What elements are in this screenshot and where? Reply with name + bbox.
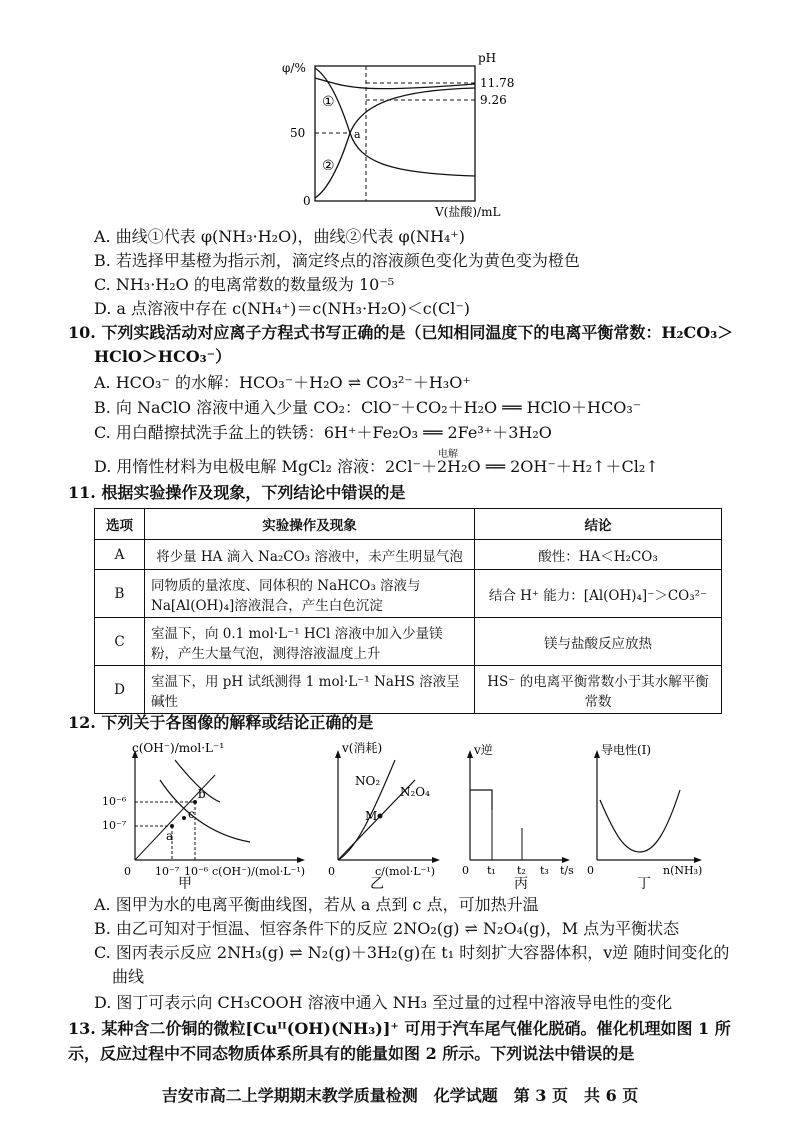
table-header-option: 选项 <box>95 509 145 540</box>
table-header-conclusion: 结论 <box>475 509 722 540</box>
graph-yi <box>320 740 450 890</box>
table-cell: 室温下，用 pH 试纸测得 1 mol·L⁻¹ NaHS 溶液呈碱性 <box>145 666 475 714</box>
bing-y-label: v逆 <box>474 743 493 757</box>
jia-caption: 甲 <box>178 876 192 890</box>
conductivity-curve <box>600 790 680 852</box>
q11-stem: 11. 根据实验操作及现象，下列结论中错误的是 <box>68 483 406 502</box>
q10-option-a: A. HCO₃⁻ 的水解：HCO₃⁻＋H₂O ⇌ CO₃²⁻＋H₃O⁺ <box>94 373 471 392</box>
yi-x-label: c/(mol·L⁻¹) <box>375 865 436 878</box>
jia-point-a: a <box>166 829 174 843</box>
table-cell: 将少量 HA 滴入 Na₂CO₃ 溶液中，未产生明显气泡 <box>145 540 475 570</box>
page-footer: 吉安市高二上学期期末教学质量检测 化学试题 第 3 页 共 6 页 <box>161 1086 639 1105</box>
ph-tick-11-78: 11.78 <box>480 76 515 90</box>
table-cell: B <box>95 570 145 618</box>
table-cell: C <box>95 618 145 666</box>
table-cell: D <box>95 666 145 714</box>
y-right-label: pH <box>478 51 497 65</box>
jia-origin: 0 <box>124 865 131 878</box>
q13-stem-line2: 示，反应过程中不同态物质体系所具有的能量如图 2 所示。下列说法中错误的是 <box>68 1044 635 1063</box>
table-header-row <box>95 509 722 540</box>
jia-y-tick-1: 10⁻⁶ <box>102 795 127 808</box>
y-tick-0: 0 <box>303 194 311 208</box>
yi-origin: 0 <box>328 865 335 878</box>
table-header-procedure: 实验操作及现象 <box>145 509 475 540</box>
table-cell: A <box>95 540 145 570</box>
q13-stem-line1: 13. 某种含二价铜的微粒[Cuᴵᴵ(OH)(NH₃)]⁺ 可用于汽车尾气催化脱硝。催化机理如图 1 所 <box>68 1019 731 1038</box>
table-cell: 室温下，向 0.1 mol·L⁻¹ HCl 溶液中加入少量镁粉，产生大量气泡，测得溶液温度上升 <box>145 618 475 666</box>
electrolysis-condition-label: 电解 <box>438 449 458 460</box>
ding-caption: 丁 <box>637 876 651 890</box>
table-cell: 酸性：HA＜H₂CO₃ <box>475 540 722 570</box>
yi-curve-n2o4: N₂O₄ <box>400 785 430 799</box>
table-row <box>95 570 722 618</box>
q10-option-b: B. 向 NaClO 溶液中通入少量 CO₂：ClO⁻＋CO₂＋H₂O ══ HClO＋HCO₃⁻ <box>94 398 642 417</box>
ding-origin: 0 <box>587 864 594 877</box>
q12-option-c-cont: 曲线 <box>112 967 145 986</box>
table-row <box>95 666 722 714</box>
q9-option-b: B. 若选择甲基橙为指示剂，滴定终点的溶液颜色变化为黄色变为橙色 <box>94 251 580 270</box>
y-tick-50: 50 <box>290 126 306 140</box>
table-cell: 镁与盐酸反应放热 <box>475 618 722 666</box>
jia-point-c: c <box>188 807 195 821</box>
bing-caption: 丙 <box>514 876 528 890</box>
point-a-label: a <box>354 128 361 141</box>
q12-option-c: C. 图丙表示反应 2NH₃(g) ⇌ N₂(g)＋3H₂(g)在 t₁ 时刻扩大容器体积，v逆 随时间变化的 <box>94 943 730 962</box>
bing-x-tick-t3: t₃ <box>540 864 549 877</box>
q10-option-d: D. 用惰性材料为电极电解 MgCl₂ 溶液：2Cl⁻＋2H₂O ══ 2OH⁻＋H₂↑＋Cl₂↑ <box>94 457 659 476</box>
yi-curve-no2: NO₂ <box>355 774 381 788</box>
graph-jia <box>100 740 315 890</box>
titration-chart <box>270 48 550 218</box>
curve-2-label: ② <box>322 158 335 174</box>
yi-caption: 乙 <box>370 876 384 890</box>
q10-stem-line2: HClO＞HCO₃⁻） <box>94 347 232 366</box>
q10-option-c: C. 用白醋擦拭洗手盆上的铁锈：6H⁺＋Fe₂O₃ ══ 2Fe³⁺＋3H₂O <box>94 423 552 442</box>
x-axis-label: V(盐酸)/mL <box>435 205 501 218</box>
q11-table <box>94 508 722 714</box>
jia-y-label: c(OH⁻)/mol·L⁻¹ <box>132 741 225 755</box>
q12-option-a: A. 图甲为水的电离平衡曲线图，若从 a 点到 c 点，可加热升温 <box>94 895 539 914</box>
ding-y-label: 导电性(I) <box>601 743 652 757</box>
table-row <box>95 540 722 570</box>
bing-origin: 0 <box>462 864 469 877</box>
ph-tick-9-26: 9.26 <box>480 93 507 107</box>
bing-x-tick-t2: t₂ <box>517 864 526 877</box>
q9-option-a: A. 曲线①代表 φ(NH₃·H₂O)，曲线②代表 φ(NH₄⁺) <box>94 227 466 246</box>
table-row <box>95 618 722 666</box>
y-left-label: φ/% <box>282 61 306 75</box>
jia-x-tick-1: 10⁻⁷ <box>155 865 180 878</box>
bing-x-tick-t1: t₁ <box>487 864 496 877</box>
q12-option-b: B. 由乙可知对于恒温、恒容条件下的反应 2NO₂(g) ⇌ N₂O₄(g)，M 点为平衡状态 <box>94 919 680 938</box>
q9-option-c: C. NH₃·H₂O 的电离常数的数量级为 10⁻⁵ <box>94 275 395 294</box>
table-cell: 结合 H⁺ 能力：[Al(OH)₄]⁻＞CO₃²⁻ <box>475 570 722 618</box>
jia-x-label: c(OH⁻)/(mol·L⁻¹) <box>212 865 306 878</box>
yi-point-m: M <box>365 809 378 823</box>
graph-bing <box>460 740 585 890</box>
table-cell: HS⁻ 的电离平衡常数小于其水解平衡常数 <box>475 666 722 714</box>
v-reverse-curve <box>470 790 492 810</box>
ding-x-label: n(NH₃) <box>663 864 703 877</box>
q9-option-d: D. a 点溶液中存在 c(NH₄⁺)＝c(NH₃·H₂O)＜c(Cl⁻) <box>94 299 471 318</box>
jia-point-b: b <box>198 787 206 801</box>
q12-option-d: D. 图丁可表示向 CH₃COOH 溶液中通入 NH₃ 至过量的过程中溶液导电性的变化 <box>94 993 673 1012</box>
bing-x-label: t/s <box>560 864 574 877</box>
graph-ding <box>585 740 715 890</box>
yi-y-label: v(消耗) <box>342 741 383 755</box>
jia-x-tick-2: 10⁻⁶ <box>184 865 209 878</box>
q10-stem-line1: 10. 下列实践活动对应离子方程式书写正确的是（已知相同温度下的电离平衡常数：H₂CO₃＞ <box>68 323 734 342</box>
q12-stem: 12. 下列关于各图像的解释或结论正确的是 <box>68 713 374 732</box>
table-cell: 同物质的量浓度、同体积的 NaHCO₃ 溶液与 Na[Al(OH)₄]溶液混合，产生白色沉淀 <box>145 570 475 618</box>
curve-1-label: ① <box>322 94 335 110</box>
jia-y-tick-2: 10⁻⁷ <box>102 819 127 832</box>
